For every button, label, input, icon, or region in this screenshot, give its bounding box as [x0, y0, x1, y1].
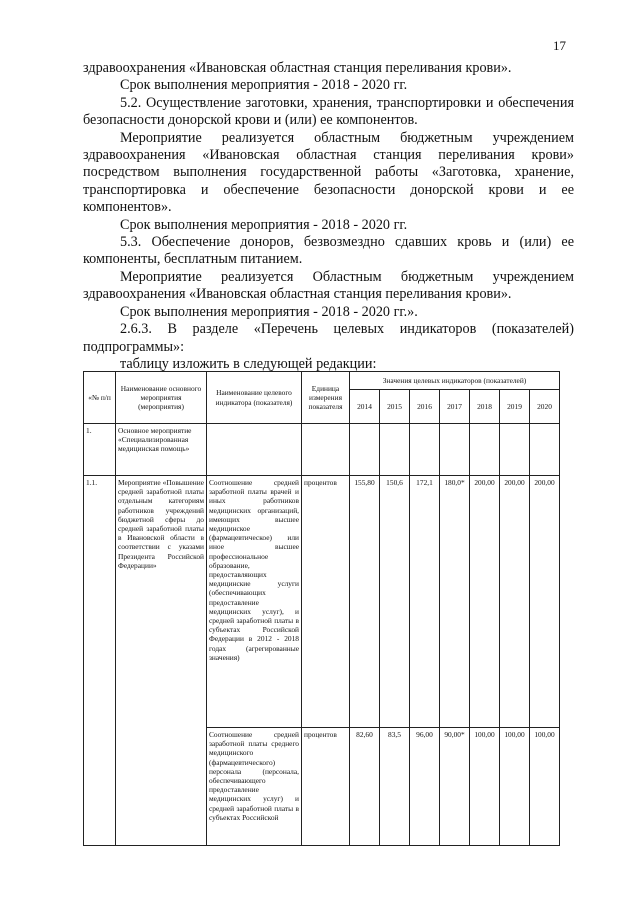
paragraph-3: 5.2. Осуществление заготовки, хранения, транспортировки и обеспечения безопасности донорской крови и (или) ее компонентов. [83, 94, 574, 129]
table-row [84, 476, 560, 728]
cell-value: 100,00 [530, 728, 560, 846]
cell-value [500, 424, 530, 476]
cell-unit: процентов [302, 476, 350, 728]
document-body [83, 60, 574, 373]
header-event: Наименование основного мероприятия (мероприятия) [116, 372, 207, 424]
paragraph-4: Мероприятие реализуется областным бюджетным учреждением здравоохранения «Ивановская областная станция переливания крови» посредством выполнения государственной работы «Заготовка, хранение, транспортировка и обеспечение безопасности донорской крови и ее компонентов». [83, 129, 574, 216]
paragraph-9: 2.6.3. В разделе «Перечень целевых индикаторов (показателей) подпрограммы»: [83, 321, 574, 355]
header-year: 2015 [380, 390, 410, 424]
header-unit: Единица измерения показателя [302, 372, 350, 424]
paragraph-7: Мероприятие реализуется Областным бюджетным учреждением здравоохранения «Ивановская областная станция переливания крови». [83, 268, 574, 303]
cell-value: 155,80 [350, 476, 380, 728]
cell-value [380, 424, 410, 476]
cell-value: 96,00 [410, 728, 440, 846]
cell-event: Мероприятие «Повышение средней заработной платы отдельным категориям работников учреждений бюджетной сферы до средней заработной платы в Ивановской области в соответствии с указами Президента Российской Федерации» [116, 476, 207, 846]
cell-unit: процентов [302, 728, 350, 846]
cell-indicator: Соотношение средней заработной платы среднего медицинского (фармацевтического) персонала (персонала, обеспечивающего предоставление медицинских услуг) и средней заработной платы в субъектах Российской [207, 728, 302, 846]
header-year: 2016 [410, 390, 440, 424]
cell-value [440, 424, 470, 476]
header-values-group: Значения целевых индикаторов (показателей) [350, 372, 560, 390]
cell-value: 150,6 [380, 476, 410, 728]
cell-indicator: Соотношение средней заработной платы врачей и иных работников медицинских организаций, имеющих высшее медицинское (фармацевтическое) или иное высшее профессиональное образование, предоставляющих медицинские услуги (обеспечивающих предоставление медицинских услуг), и средней заработной платы в субъектах Российской Федерации в 2012 - 2018 годах (агрегированные значения) [207, 476, 302, 728]
header-year: 2014 [350, 390, 380, 424]
cell-value: 100,00 [470, 728, 500, 846]
cell-unit [302, 424, 350, 476]
cell-value: 90,00* [440, 728, 470, 846]
cell-value: 83,5 [380, 728, 410, 846]
table-row [84, 424, 560, 476]
paragraph-6: 5.3. Обеспечение доноров, безвозмездно сдавших кровь и (или) ее компоненты, бесплатным питанием. [83, 234, 574, 268]
cell-value [410, 424, 440, 476]
header-year: 2018 [470, 390, 500, 424]
cell-value: 100,00 [500, 728, 530, 846]
cell-value: 200,00 [470, 476, 500, 728]
cell-event: Основное мероприятие «Специализированная медицинская помощь» [116, 424, 207, 476]
cell-value: 200,00 [500, 476, 530, 728]
cell-num: 1. [84, 424, 116, 476]
header-indicator: Наименование целевого индикатора (показателя) [207, 372, 302, 424]
cell-value [530, 424, 560, 476]
cell-indicator [207, 424, 302, 476]
paragraph-1: здравоохранения «Ивановская областная станция переливания крови». [83, 60, 512, 76]
cell-value: 180,0* [440, 476, 470, 728]
indicators-table [83, 371, 560, 846]
paragraph-8: Срок выполнения мероприятия - 2018 - 2020 гг.». [120, 303, 418, 320]
cell-value: 82,60 [350, 728, 380, 846]
header-num: «№ п/п [84, 372, 116, 424]
page-number: 17 [553, 38, 566, 53]
cell-num: 1.1. [84, 476, 116, 846]
paragraph-2: Срок выполнения мероприятия - 2018 - 2020 гг. [120, 77, 408, 94]
header-year: 2017 [440, 390, 470, 424]
cell-value: 200,00 [530, 476, 560, 728]
paragraph-5: Срок выполнения мероприятия - 2018 - 2020 гг. [120, 216, 408, 233]
header-year: 2020 [530, 390, 560, 424]
cell-value [470, 424, 500, 476]
cell-value [350, 424, 380, 476]
header-year: 2019 [500, 390, 530, 424]
paragraph-10: таблицу изложить в следующей редакции: [120, 355, 377, 372]
cell-value: 172,1 [410, 476, 440, 728]
